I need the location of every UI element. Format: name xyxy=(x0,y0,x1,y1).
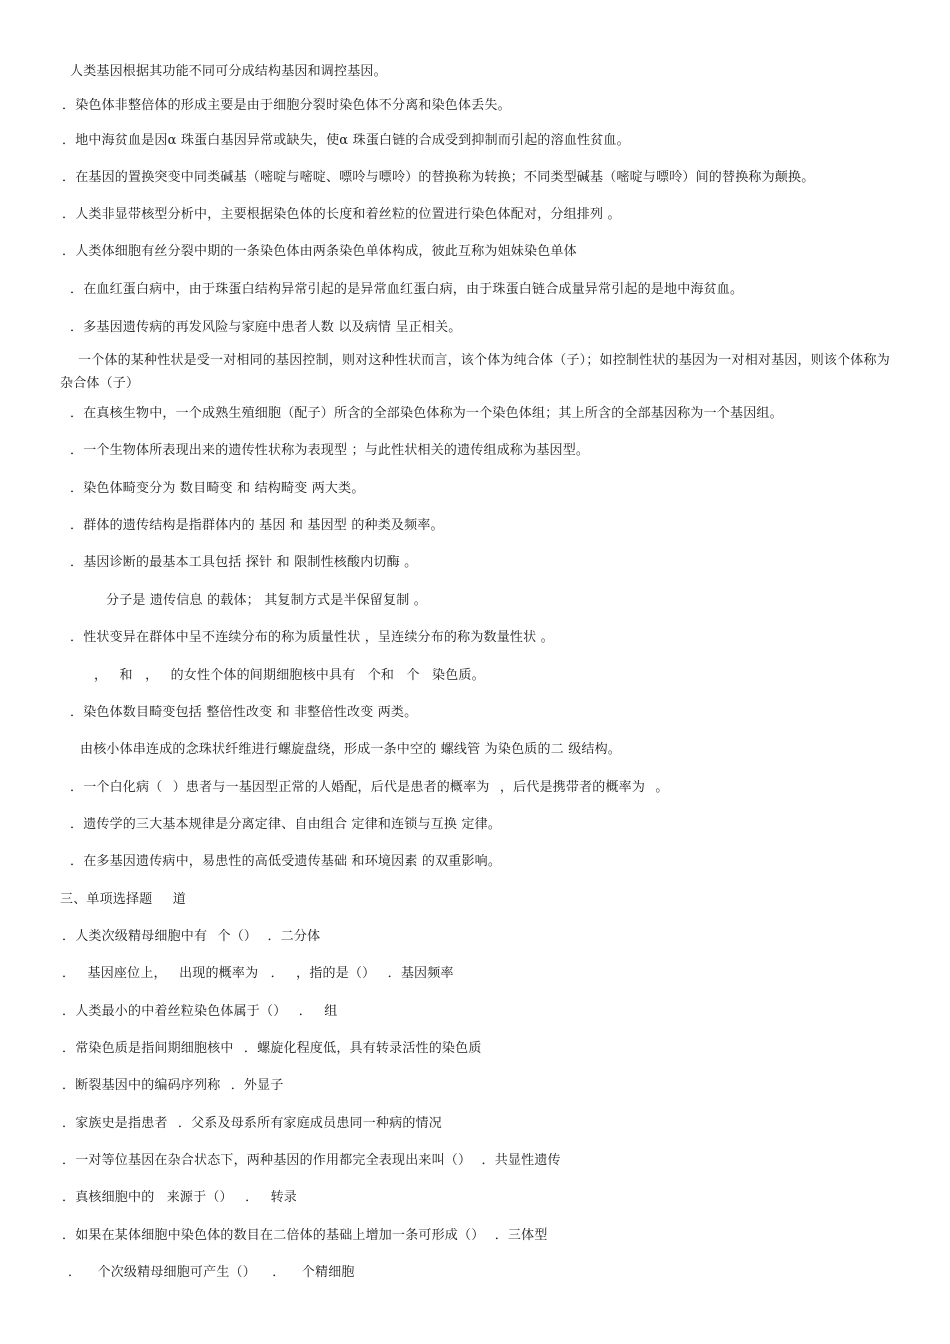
text-line: ．基因诊断的最基本工具包括 探针 和 限制性核酸内切酶 。 xyxy=(70,555,418,570)
text-line: 由核小体串连成的念珠状纤维进行螺旋盘绕，形成一条中空的 螺线管 为染色质的二 级结构。 xyxy=(80,742,621,757)
text-line: ．在血红蛋白病中，由于珠蛋白结构异常引起的是异常血红蛋白病，由于珠蛋白链合成量异常引起的是地中海贫血。 xyxy=(70,282,744,297)
section-heading: 三、单项选择题 道 xyxy=(60,892,186,907)
text-line: 分子是 遗传信息 的载体； 其复制方式是半保留复制 。 xyxy=(106,593,427,608)
text-line: ．在多基因遗传病中，易患性的高低受遗传基础 和环境因素 的双重影响。 xyxy=(70,854,502,869)
text-line: ．在真核生物中，一个成熟生殖细胞（配子）所含的全部染色体称为一个染色体组；其上所含的全部基因称为一个基因组。 xyxy=(70,406,783,421)
text-line: ， 和 ， 的女性个体的间期细胞核中具有 个和 个 染色质。 xyxy=(94,668,485,683)
text-line: ．多基因遗传病的再发风险与家庭中患者人数 以及病情 呈正相关。 xyxy=(70,320,462,335)
text-line: ．遗传学的三大基本规律是分离定律、自由组合 定律和连锁与互换 定律。 xyxy=(70,817,502,832)
question-line: ． 基因座位上， 出现的概率为 ． ，指的是（） ．基因频率 xyxy=(62,966,454,981)
text-line: ．在基因的置换突变中同类碱基（嘧啶与嘧啶、嘌呤与嘌呤）的替换称为转换；不同类型碱基（嘧啶与嘌呤）间的替换称为颠换。 xyxy=(62,170,815,185)
text-line: 人类基因根据其功能不同可分成结构基因和调控基因。 xyxy=(70,64,387,79)
question-line: ． 个次级精母细胞可产生（） ． 个精细胞 xyxy=(68,1265,355,1280)
text-line: ．染色体数目畸变包括 整倍性改变 和 非整倍性改变 两类。 xyxy=(70,705,418,720)
question-line: ．真核细胞中的 来源于（） ． 转录 xyxy=(62,1190,297,1205)
text-line: ．群体的遗传结构是指群体内的 基因 和 基因型 的种类及频率。 xyxy=(70,518,444,533)
text-line: ．性状变异在群体中呈不连续分布的称为质量性状 ，呈连续分布的称为数量性状 。 xyxy=(70,630,554,645)
question-line: ．常染色质是指间期细胞核中 ．螺旋化程度低，具有转录活性的染色质 xyxy=(62,1041,482,1056)
text-line: ．一个白化病（ ）患者与一基因型正常的人婚配，后代是患者的概率为 ，后代是携带者的概率为 。 xyxy=(70,780,669,795)
text-line: ．染色体畸变分为 数目畸变 和 结构畸变 两大类。 xyxy=(70,481,365,496)
text-line: ．人类体细胞有丝分裂中期的一条染色体由两条染色单体构成，彼此互称为姐妹染色单体 xyxy=(62,244,577,259)
question-line: ．人类次级精母细胞中有 个（） ．二分体 xyxy=(62,929,321,944)
question-line: ．如果在某体细胞中染色体的数目在二倍体的基础上增加一条可形成（） ．三体型 xyxy=(62,1228,548,1243)
text-line: ．地中海贫血是因α 珠蛋白基因异常或缺失，使α 珠蛋白链的合成受到抑制而引起的溶血性贫血。 xyxy=(62,133,630,148)
text-line: ．人类非显带核型分析中，主要根据染色体的长度和着丝粒的位置进行染色体配对，分组排列 。 xyxy=(62,207,621,222)
question-line: ．家族史是指患者 ．父系及母系所有家庭成员患同一种病的情况 xyxy=(62,1116,442,1131)
text-line: ．一个生物体所表现出来的遗传性状称为表现型 ；与此性状相关的遗传组成称为基因型。 xyxy=(70,443,590,458)
question-line: ．人类最小的中着丝粒染色体属于（） ． 组 xyxy=(62,1004,338,1019)
question-line: ．断裂基因中的编码序列称 ．外显子 xyxy=(62,1078,284,1093)
text-line: ．染色体非整倍体的形成主要是由于细胞分裂时染色体不分离和染色体丢失。 xyxy=(62,98,511,113)
text-paragraph: 一个体的某种性状是受一对相同的基因控制，则对这种性状而言，该个体为纯合体（子）；如控制性状的基因为一对相对基因，则该个体称为杂合体（子） xyxy=(60,353,890,391)
question-line: ．一对等位基因在杂合状态下，两种基因的作用都完全表现出来叫（） ．共显性遗传 xyxy=(62,1153,561,1168)
